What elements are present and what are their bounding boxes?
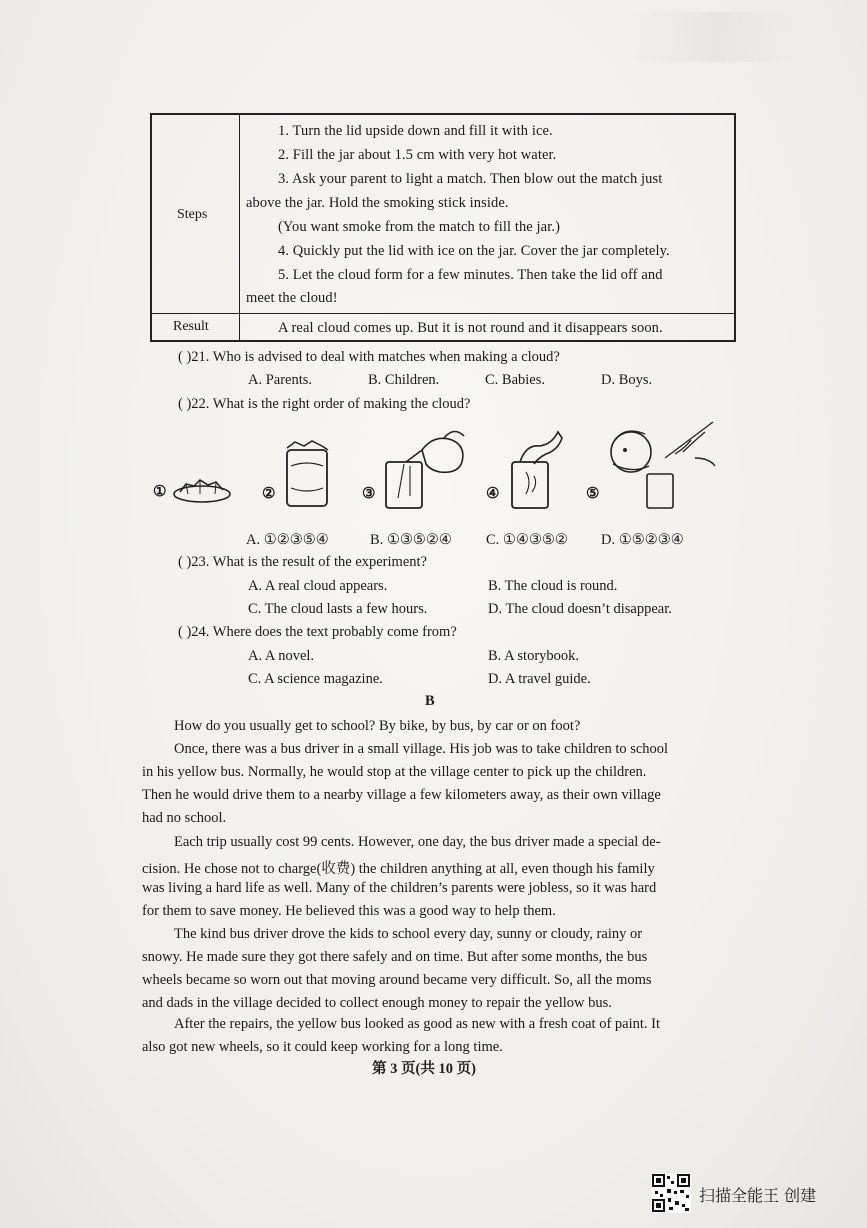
step-line: 1. Turn the lid upside down and fill it with ice. [278,123,553,139]
passage-line: wheels became so worn out that moving around became very difficult. So, all the moms [142,972,652,988]
picture-label-2: ② [262,486,276,502]
q21-option-b: B. Children. [368,372,440,388]
scanner-watermark-text: 扫描全能王 创建 [699,1186,817,1205]
passage-line: cision. He chose not to charge(收费) the children anything at all, even though his family [142,861,655,877]
step-line: 4. Quickly put the lid with ice on the jar. Cover the jar completely. [278,243,670,259]
step-line: 5. Let the cloud form for a few minutes. Then take the lid off and [278,267,663,283]
ice-lid-picture [172,474,232,504]
passage-line: How do you usually get to school? By bike, by bus, by car or on foot? [174,718,581,734]
q23-option-a: A. A real cloud appears. [248,578,388,594]
result-text: A real cloud comes up. But it is not round and it disappears soon. [278,320,663,336]
q21-option-c: C. Babies. [485,372,546,388]
question-24-stem: ( )24. Where does the text probably come from? [178,624,457,640]
question-23-stem: ( )23. What is the result of the experiment? [178,554,427,570]
section-b-heading: B [425,693,435,709]
passage-line: After the repairs, the yellow bus looked as good as new with a fresh coat of paint. It [174,1016,661,1032]
scan-smudge [627,12,807,62]
q24-option-a: A. A novel. [248,648,315,664]
q22-option-c: C. ①④③⑤② [486,532,568,548]
step-line: meet the cloud! [246,290,338,306]
steps-label: Steps [177,207,208,222]
steps-table [150,113,736,342]
q21-option-a: A. Parents. [248,372,313,388]
passage-line: and dads in the village decided to collect enough money to repair the yellow bus. [142,995,612,1011]
q21-option-d: D. Boys. [601,372,653,388]
q24-option-b: B. A storybook. [488,648,580,664]
passage-line: had no school. [142,810,227,826]
passage-line: was living a hard life as well. Many of the children’s parents were jobless, so it was hard [142,880,657,896]
q22-option-b: B. ①③⑤②④ [370,532,452,548]
q22-option-a: A. ①②③⑤④ [246,532,329,548]
jar-with-ice-picture [282,440,332,510]
question-21-stem: ( )21. Who is advised to deal with matches when making a cloud? [178,349,560,365]
q23-option-d: D. The cloud doesn’t disappear. [488,601,672,617]
q24-option-c: C. A science magazine. [248,671,383,687]
step-line: 3. Ask your parent to light a match. Then blow out the match just [278,171,663,187]
q24-option-d: D. A travel guide. [488,671,591,687]
kettle-pour-picture [382,426,472,512]
passage-line: Once, there was a bus driver in a small village. His job was to take children to school [174,741,669,757]
step-line: (You want smoke from the match to fill the jar.) [278,219,560,235]
passage-line: for them to save money. He believed this was a good way to help them. [142,903,556,919]
passage-line: The kind bus driver drove the kids to school every day, sunny or cloudy, rainy or [174,926,643,942]
question-22-stem: ( )22. What is the right order of making the cloud? [178,396,471,412]
passage-line: Then he would drive them to a nearby village a few kilometers away, as their own village [142,787,661,803]
q23-option-c: C. The cloud lasts a few hours. [248,601,428,617]
page-number: 第 3 页(共 10 页) [372,1061,476,1077]
step-line: above the jar. Hold the smoking stick inside. [246,195,509,211]
q22-option-d: D. ①⑤②③④ [601,532,684,548]
passage-line: Each trip usually cost 99 cents. However, one day, the bus driver made a special de- [174,834,661,850]
passage-line: in his yellow bus. Normally, he would stop at the village center to pick up the children. [142,764,647,780]
hand-over-jar-picture [506,426,566,512]
picture-label-4: ④ [486,486,500,502]
passage-line: snowy. He made sure they got there safely and on time. But after some months, the bus [142,949,648,965]
picture-label-1: ① [153,484,167,500]
step-line: 2. Fill the jar about 1.5 cm with very hot water. [278,147,557,163]
picture-label-3: ③ [362,486,376,502]
step-pictures [150,418,730,513]
result-label: Result [173,319,209,334]
qr-code-icon [651,1173,691,1213]
child-blowing-picture [605,418,725,512]
passage-line: also got new wheels, so it could keep working for a long time. [142,1039,503,1055]
picture-label-5: ⑤ [586,486,600,502]
q23-option-b: B. The cloud is round. [488,578,618,594]
